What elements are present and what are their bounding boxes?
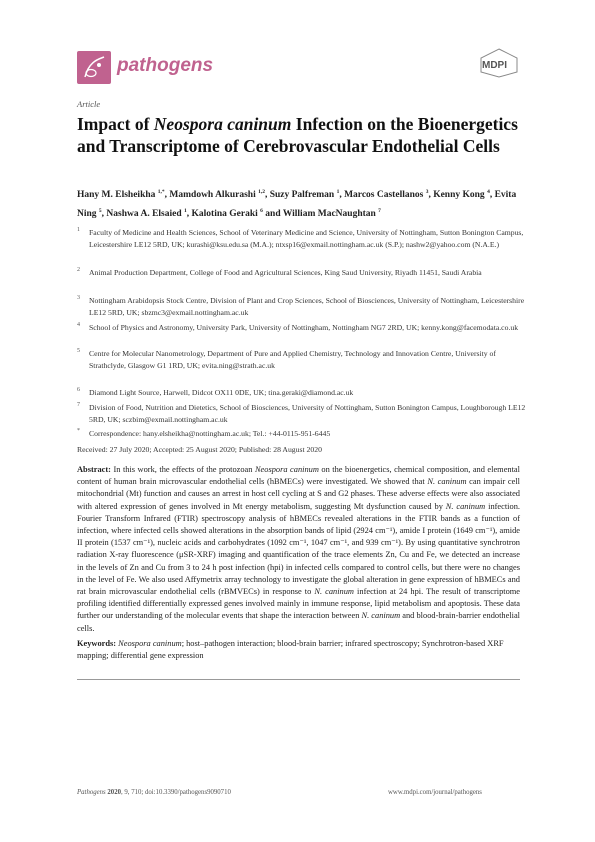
author: Kenny Kong $^4$ xyxy=(433,189,490,201)
footer-citation: Pathogens 2020, 9, 710; doi:10.3390/pathogens9090710 xyxy=(77,789,231,796)
author: Hany M. Elsheikha $^{1,*}$ xyxy=(77,189,165,201)
title-rest: Infection on the Bioenergetics and Transcriptome of Cerebrovascular Endothelial Cells xyxy=(77,114,518,156)
paper-title xyxy=(77,113,527,157)
keywords-label: Keywords: xyxy=(77,639,117,648)
author: Kalotina Geraki $^6$ xyxy=(191,208,263,220)
publisher-logo-text: MDPI xyxy=(482,60,507,71)
publication-dates: Received: 27 July 2020; Accepted: 25 August 2020; Published: 28 August 2020 xyxy=(77,445,322,454)
journal-name: pathogens xyxy=(117,55,214,76)
article-type: Article xyxy=(77,99,101,109)
footer-url[interactable]: www.mdpi.com/journal/pathogens xyxy=(388,789,482,796)
author-list: Hany M. Elsheikha $^{1,*}$, Mamdowh Alkurashi $^{1,2}$, Suzy Palfreman $^1$, Marcos Castellanos $^3$, Kenny Kong $^4$, Evita Ning $^5$, Nashwa A. Elsaied $^1$, Kalotina Geraki $^6$ and William MacNaughtan $^7$ xyxy=(77,189,517,220)
divider xyxy=(77,679,520,680)
title-prefix: Impact of xyxy=(77,114,154,134)
journal-logo-icon xyxy=(77,51,111,84)
author: Marcos Castellanos $^3$ xyxy=(344,189,429,201)
author: Evita Ning $^5$ xyxy=(77,190,517,220)
abstract-label: Abstract: xyxy=(77,465,111,474)
author: William MacNaughtan $^7$ xyxy=(282,208,381,220)
author: Suzy Palfreman $^1$ xyxy=(269,189,340,201)
keywords: Keywords: Neospora caninum; host–pathogen interaction; blood-brain barrier; infrared spectroscopy; Synchrotron-based XRF mapping; differential gene expression xyxy=(77,639,504,661)
author: Nashwa A. Elsaied $^1$ xyxy=(106,208,187,220)
abstract: Abstract: In this work, the effects of the protozoan Neospora caninum on the bioenergetics, chemical composition, and elemental content of human brain microvascular endothelial cells (hBMECs) were investigated. We showed that N. caninum can impair cell mitochondrial (Mt) function and causes an arrest in host cell cycling at S and G2 phases. These adverse effects were also associated with altered expression of genes involved in Mt energy metabolism, suggesting Mt dysfunction caused by N. caninum infection. Fourier Transform Infrared (FTIR) spectroscopy analysis of hBMECs revealed alterations in the FTIR bands as a function of infection, where infected cells showed alterations in the absorption bands of lipid (2924 cm⁻¹), amide I protein (1649 cm⁻¹), amide II protein (1537 cm⁻¹), nucleic acids and carbohydrates (1092 cm⁻¹, 1047 cm⁻¹, and 939 cm⁻¹). By using quantitative synchrotron radiation X-ray fluorescence (μSR-XRF) imaging and quantification of the trace elements Zn, Cu and Fe, we detected an increase in the levels of Zn and Cu from 3 to 24 h post infection (hpi) in infected cells compared to control cells, but there were no changes in the level of Fe. We also used Affymetrix array technology to investigate the global alteration in gene expression of hBMECs and rat brain microvascular endothelial cells (rBMVECs) in response to N. caninum infection at 24 hpi. The result of transcriptome profiling identified differentially expressed genes involved mainly in immune response, lipid metabolism and apoptosis. These data further our understanding of the molecular events that shape the interaction between N. caninum and blood-brain-barrier endothelial cells. xyxy=(77,465,520,633)
title-species: Neospora caninum xyxy=(153,114,292,134)
author: Mamdowh Alkurashi $^{1,2}$ xyxy=(169,189,265,201)
